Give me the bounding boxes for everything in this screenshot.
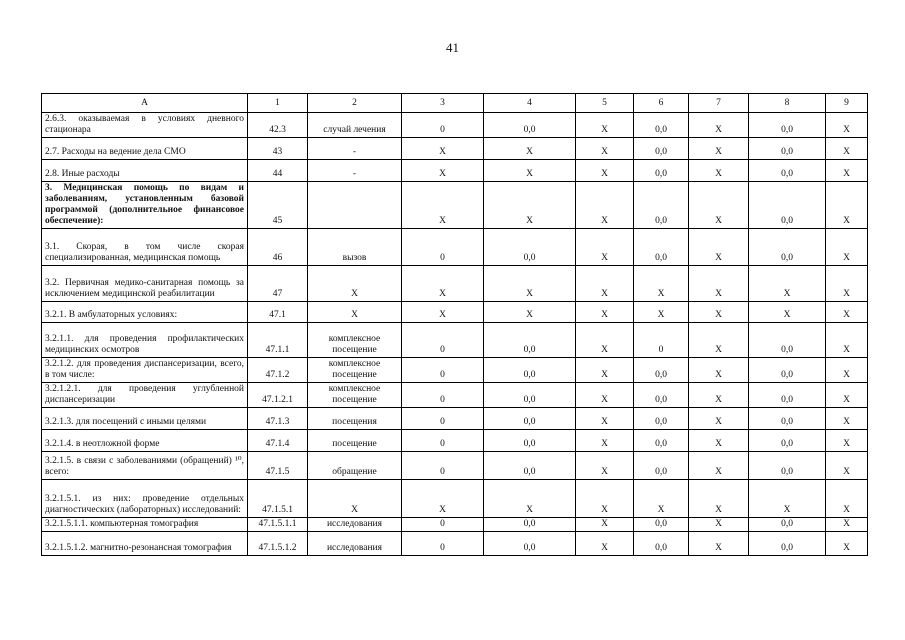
table-cell: 0 <box>402 452 484 480</box>
table-cell: X <box>308 302 402 323</box>
table-cell: X <box>634 480 689 518</box>
row-code: 47.1.5.1.1 <box>248 518 308 532</box>
table-cell: X <box>689 452 749 480</box>
table-cell: 0,0 <box>634 358 689 383</box>
row-code: 47.1.1 <box>248 323 308 358</box>
table-row <box>42 266 868 302</box>
table-cell: 0,0 <box>749 452 826 480</box>
row-label: 3.2.1.2.1. для проведения углубленной диспансеризации <box>42 383 248 408</box>
table-row <box>42 480 868 518</box>
table-cell: X <box>576 113 634 138</box>
table-cell: X <box>484 480 576 518</box>
table-cell: X <box>826 480 868 518</box>
column-header: 7 <box>689 94 749 113</box>
table-cell: 0,0 <box>484 532 576 556</box>
row-label: 3.1. Скорая, в том числе скорая специализированная, медицинская помощь <box>42 229 248 266</box>
table-cell: X <box>576 229 634 266</box>
table-cell: посещение <box>308 430 402 452</box>
table-cell: X <box>308 266 402 302</box>
table-cell: X <box>402 266 484 302</box>
table-cell: X <box>484 138 576 160</box>
table-cell: комплексное посещение <box>308 323 402 358</box>
table-cell: X <box>484 302 576 323</box>
table-cell: 0,0 <box>749 383 826 408</box>
row-code: 43 <box>248 138 308 160</box>
table-cell: 0,0 <box>634 532 689 556</box>
table-header-row <box>42 94 868 113</box>
table-cell: X <box>402 480 484 518</box>
table-cell: X <box>749 266 826 302</box>
table-cell: 0 <box>402 383 484 408</box>
table-cell: X <box>826 160 868 182</box>
table-cell: X <box>576 518 634 532</box>
row-label: 3.2.1.2. для проведения диспансеризации, всего, в том числе: <box>42 358 248 383</box>
table-cell: X <box>689 266 749 302</box>
table-cell: 0 <box>402 323 484 358</box>
row-code: 46 <box>248 229 308 266</box>
column-header: 2 <box>308 94 402 113</box>
row-label: 3.2.1.5.1.1. компьютерная томография <box>42 518 248 532</box>
table-cell: X <box>749 302 826 323</box>
table-cell: X <box>576 452 634 480</box>
table-cell: X <box>576 408 634 430</box>
table-cell: X <box>576 182 634 229</box>
table-row <box>42 302 868 323</box>
table-cell: 0,0 <box>484 430 576 452</box>
row-code: 47.1 <box>248 302 308 323</box>
table-cell: X <box>576 266 634 302</box>
table-cell: 0,0 <box>634 113 689 138</box>
row-code: 47.1.5.1.2 <box>248 532 308 556</box>
table-cell: 0,0 <box>634 430 689 452</box>
table-cell: X <box>576 358 634 383</box>
table-cell: X <box>826 383 868 408</box>
row-label: 3.2.1.5.1. из них: проведение отдельных диагностических (лабораторных) исследований: <box>42 480 248 518</box>
table-cell: X <box>826 408 868 430</box>
column-header: 1 <box>248 94 308 113</box>
table-row <box>42 518 868 532</box>
table-cell: 0 <box>402 113 484 138</box>
table-cell: 0 <box>402 532 484 556</box>
table-cell: 0,0 <box>749 323 826 358</box>
table-cell: X <box>689 229 749 266</box>
table-cell: X <box>826 266 868 302</box>
row-code: 45 <box>248 182 308 229</box>
table-cell: 0,0 <box>749 229 826 266</box>
table-row <box>42 138 868 160</box>
table-cell: 0 <box>402 358 484 383</box>
table-cell: X <box>826 358 868 383</box>
row-label: 3.2.1.1. для проведения профилактических медицинских осмотров <box>42 323 248 358</box>
table-cell: X <box>689 408 749 430</box>
row-label: 3.2.1.4. в неотложной форме <box>42 430 248 452</box>
table-row <box>42 383 868 408</box>
table-cell: X <box>689 160 749 182</box>
table-cell: X <box>484 266 576 302</box>
table-cell: 0 <box>402 229 484 266</box>
table-cell: X <box>826 518 868 532</box>
table-cell: комплексное посещение <box>308 383 402 408</box>
table-cell: 0 <box>402 408 484 430</box>
row-code: 42.3 <box>248 113 308 138</box>
row-label: 3.2. Первичная медико-санитарная помощь за исключением медицинской реабилитации <box>42 266 248 302</box>
table-cell: X <box>689 518 749 532</box>
table-cell: 0,0 <box>749 430 826 452</box>
row-label: 3.2.1.3. для посещений с иными целями <box>42 408 248 430</box>
table-body <box>42 113 868 556</box>
table-cell: X <box>576 430 634 452</box>
table-cell: 0,0 <box>749 518 826 532</box>
table-cell: X <box>402 182 484 229</box>
table-row <box>42 160 868 182</box>
table-row <box>42 430 868 452</box>
table-cell: X <box>689 302 749 323</box>
table-cell: 0,0 <box>634 229 689 266</box>
table-cell: 0,0 <box>484 383 576 408</box>
table-cell: X <box>576 480 634 518</box>
table-cell: X <box>689 323 749 358</box>
table-cell: 0,0 <box>484 452 576 480</box>
table-cell: X <box>484 160 576 182</box>
column-header: 8 <box>749 94 826 113</box>
table-row <box>42 229 868 266</box>
row-code: 47.1.2.1 <box>248 383 308 408</box>
table-cell: 0,0 <box>634 452 689 480</box>
table-cell: 0,0 <box>484 323 576 358</box>
table-row <box>42 408 868 430</box>
row-code: 47.1.3 <box>248 408 308 430</box>
table-cell: X <box>576 302 634 323</box>
table-cell: X <box>689 358 749 383</box>
table-cell: обращение <box>308 452 402 480</box>
row-label: 2.6.3. оказываемая в условиях дневного стационара <box>42 113 248 138</box>
table-cell: X <box>576 138 634 160</box>
table-cell: X <box>826 452 868 480</box>
table-cell: X <box>484 182 576 229</box>
table-cell: X <box>826 182 868 229</box>
table-cell: 0,0 <box>634 138 689 160</box>
table-cell <box>308 182 402 229</box>
table-row <box>42 113 868 138</box>
table-cell: 0,0 <box>749 358 826 383</box>
table-row <box>42 182 868 229</box>
table-cell: X <box>576 323 634 358</box>
table-cell: X <box>634 266 689 302</box>
table-cell: 0,0 <box>484 518 576 532</box>
table-cell: 0,0 <box>749 182 826 229</box>
table-cell: исследования <box>308 532 402 556</box>
table-row <box>42 532 868 556</box>
row-code: 44 <box>248 160 308 182</box>
table-cell: X <box>576 383 634 408</box>
table-row <box>42 452 868 480</box>
table-cell: случай лечения <box>308 113 402 138</box>
table-cell: X <box>826 323 868 358</box>
table-cell: X <box>402 138 484 160</box>
table-cell: 0,0 <box>749 408 826 430</box>
table-cell: 0,0 <box>634 182 689 229</box>
table-cell: X <box>749 480 826 518</box>
table-cell: X <box>689 480 749 518</box>
row-code: 47.1.4 <box>248 430 308 452</box>
table-cell: 0,0 <box>634 383 689 408</box>
table-cell: X <box>402 302 484 323</box>
table-cell: 0,0 <box>484 408 576 430</box>
row-label: 3.2.1.5.1.2. магнитно-резонансная томография <box>42 532 248 556</box>
table-cell: 0 <box>402 518 484 532</box>
table-cell: исследования <box>308 518 402 532</box>
table-cell: X <box>826 138 868 160</box>
table-cell: X <box>689 113 749 138</box>
table-cell: 0,0 <box>634 160 689 182</box>
table-cell: комплексное посещение <box>308 358 402 383</box>
data-table <box>41 93 868 556</box>
table-cell: X <box>308 480 402 518</box>
table-cell: 0 <box>634 323 689 358</box>
table-cell: X <box>689 383 749 408</box>
table-cell: 0,0 <box>634 408 689 430</box>
table-cell: X <box>689 138 749 160</box>
table-cell: 0 <box>402 430 484 452</box>
table-cell: 0,0 <box>484 113 576 138</box>
table-cell: X <box>689 532 749 556</box>
table-cell: X <box>576 160 634 182</box>
row-label: 3. Медицинская помощь по видам и заболеваниям, установленным базовой программой (дополнительное финансовое обеспечение): <box>42 182 248 229</box>
column-header: 5 <box>576 94 634 113</box>
table-cell: вызов <box>308 229 402 266</box>
column-header: 6 <box>634 94 689 113</box>
table-cell: X <box>576 532 634 556</box>
column-header: 4 <box>484 94 576 113</box>
column-header: А <box>42 94 248 113</box>
row-label: 2.8. Иные расходы <box>42 160 248 182</box>
table-cell: 0,0 <box>484 358 576 383</box>
table-cell: X <box>826 302 868 323</box>
table-cell: посещения <box>308 408 402 430</box>
row-code: 47.1.5 <box>248 452 308 480</box>
row-label: 2.7. Расходы на ведение дела СМО <box>42 138 248 160</box>
table-cell: X <box>402 160 484 182</box>
table-row <box>42 323 868 358</box>
table-cell: 0,0 <box>749 138 826 160</box>
table-cell: 0,0 <box>484 229 576 266</box>
column-header: 9 <box>826 94 868 113</box>
table-cell: 0,0 <box>749 532 826 556</box>
table-cell: 0,0 <box>749 113 826 138</box>
row-code: 47.1.5.1 <box>248 480 308 518</box>
table-cell: X <box>826 229 868 266</box>
row-code: 47.1.2 <box>248 358 308 383</box>
table-cell: X <box>634 302 689 323</box>
table-cell: - <box>308 160 402 182</box>
row-code: 47 <box>248 266 308 302</box>
page-number: 41 <box>446 40 459 55</box>
table-cell: X <box>826 430 868 452</box>
column-header: 3 <box>402 94 484 113</box>
table-cell: - <box>308 138 402 160</box>
table-cell: X <box>826 113 868 138</box>
row-label: 3.2.1. В амбулаторных условиях: <box>42 302 248 323</box>
table-cell: X <box>689 430 749 452</box>
table-row <box>42 358 868 383</box>
table-cell: 0,0 <box>634 518 689 532</box>
row-label: 3.2.1.5. в связи с заболеваниями (обращений) ¹⁰, всего: <box>42 452 248 480</box>
table-cell: 0,0 <box>749 160 826 182</box>
table-cell: X <box>826 532 868 556</box>
table-cell: X <box>689 182 749 229</box>
